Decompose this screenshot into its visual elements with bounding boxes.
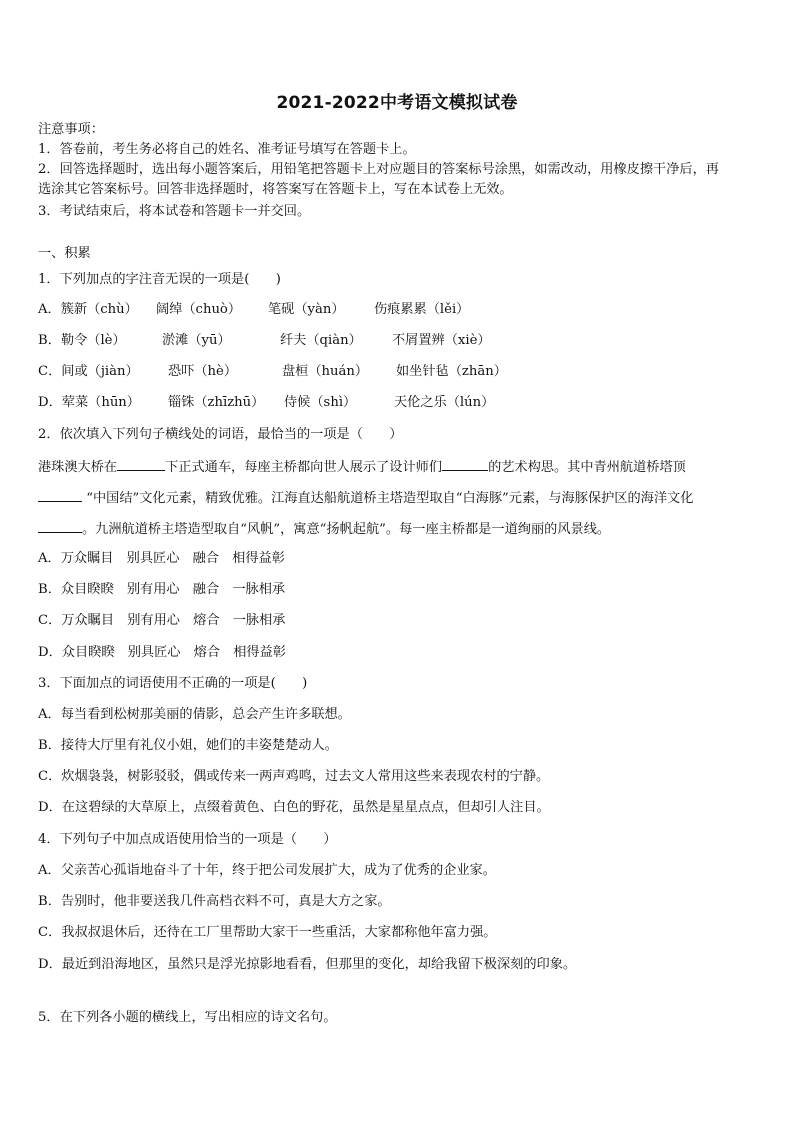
passage-text: “中国结”文化元素，精致优雅。江海直达船航道桥主塔造型取自“白海豚”元素，与海豚保护区的海洋文化 (86, 491, 694, 506)
option-a-word-2: 阔绰（chuò） (156, 302, 242, 317)
question-2-option-a: A．万众瞩目 别具匠心 融合 相得益彰 (38, 551, 285, 566)
notice-item-2-line-2: 选涂其它答案标号。回答非选择题时，将答案写在答题卡上，写在本试卷上无效。 (38, 182, 513, 197)
question-1-option-b (38, 331, 491, 351)
question-5-stem: 5．在下列各小题的横线上，写出相应的诗文名句。 (38, 1010, 337, 1025)
notice-heading: 注意事项： (38, 122, 104, 137)
section-heading: 一、积累 (38, 246, 91, 261)
option-c-word-1: C．间或（jiàn） (38, 364, 139, 379)
question-2-passage-line-3 (38, 518, 610, 540)
option-b-word-3: 纤夫（qiàn） (280, 333, 362, 348)
passage-text: 港珠澳大桥在 (38, 460, 118, 475)
answer-blank-1 (117, 456, 165, 471)
question-4-option-c: C．我叔叔退休后，还待在工厂里帮助大家干一些重活，大家都称他年富力强。 (38, 925, 497, 940)
question-2-option-b: B．众目睽睽 别有用心 融合 一脉相承 (38, 582, 286, 597)
option-a-word-4: 伤痕累累（lěi） (374, 302, 470, 317)
question-3-option-b: B．接待大厅里有礼仪小姐，她们的丰姿楚楚动人。 (38, 738, 338, 753)
question-4-option-a: A．父亲苦心孤诣地奋斗了十年，终于把公司发展扩大，成为了优秀的企业家。 (38, 863, 496, 878)
passage-text: 。九洲航道桥主塔造型取自“风帆”，寓意“扬帆起航”。每一座主桥都是一道绚丽的风景线。 (82, 522, 611, 537)
option-c-word-3: 盘桓（huán） (282, 364, 369, 379)
question-4-option-b: B．告别时，他非要送我几件高档衣料不可，真是大方之家。 (38, 894, 391, 909)
question-4-option-d: D．最近到沿海地区，虽然只是浮光掠影地看看，但那里的变化，却给我留下极深刻的印象。 (38, 957, 577, 972)
answer-blank-3 (38, 487, 82, 502)
notice-item-2-line-1: 2．回答选择题时，选出每小题答案后，用铅笔把答题卡上对应题目的答案标号涂黑，如需改动，用橡皮擦干净后，再 (38, 162, 719, 177)
answer-blank-2 (442, 456, 488, 471)
option-d-word-1: D．荤菜（hūn） (38, 395, 140, 410)
answer-blank-4 (38, 518, 82, 533)
option-c-word-4: 如坐针毡（zhān） (396, 364, 507, 379)
option-d-word-4: 天伦之乐（lún） (394, 395, 495, 410)
question-2-option-c: C．万众瞩目 别有用心 熔合 一脉相承 (38, 613, 286, 628)
question-3-stem: 3．下面加点的词语使用不正确的一项是( ) (38, 676, 308, 691)
question-1-option-d (38, 393, 494, 413)
question-3-option-c: C．炊烟袅袅，树影驳驳，偶或传来一两声鸡鸣，过去文人常用这些来表现农村的宁静。 (38, 769, 550, 784)
option-b-word-1: B．勒令（lè） (38, 333, 126, 348)
option-d-word-2: 锱铢（zhīzhū） (168, 395, 265, 410)
option-c-word-2: 恐吓（hè） (168, 364, 238, 379)
notice-item-1: 1．答卷前，考生务必将自己的姓名、准考证号填写在答题卡上。 (38, 142, 416, 157)
question-2-stem: 2．依次填入下列句子横线处的词语，最恰当的一项是（ ） (38, 427, 403, 442)
question-4-stem: 4．下列句子中加点成语使用恰当的一项是（ ） (38, 832, 337, 847)
question-1-option-c (38, 362, 507, 382)
question-1-option-a (38, 300, 469, 320)
option-b-word-4: 不屑置辨（xiè） (392, 333, 491, 348)
option-b-word-2: 淤滩（yū） (162, 333, 231, 348)
question-2-passage-line-1 (38, 456, 686, 478)
page-title: 2021-2022中考语文模拟试卷 (276, 93, 518, 113)
notice-item-3: 3．考试结束后，将本试卷和答题卡一并交回。 (38, 204, 311, 219)
question-2-option-d: D．众目睽睽 别具匠心 熔合 相得益彰 (38, 645, 286, 660)
question-3-option-d: D．在这碧绿的大草原上，点缀着黄色、白色的野花，虽然是星星点点，但却引人注目。 (38, 800, 550, 815)
option-d-word-3: 侍候（shì） (284, 395, 357, 410)
question-1-stem: 1．下列加点的字注音无误的一项是( ) (38, 272, 281, 287)
option-a-word-3: 笔砚（yàn） (268, 302, 345, 317)
question-3-option-a: A．每当看到松树那美丽的倩影，总会产生许多联想。 (38, 707, 351, 722)
question-2-passage-line-2 (38, 487, 693, 509)
passage-text: 下正式通车，每座主桥都向世人展示了设计师们 (165, 460, 443, 475)
option-a-word-1: A．簇新（chù） (38, 302, 138, 317)
passage-text: 的艺术构思。其中青州航道桥塔顶 (488, 460, 686, 475)
